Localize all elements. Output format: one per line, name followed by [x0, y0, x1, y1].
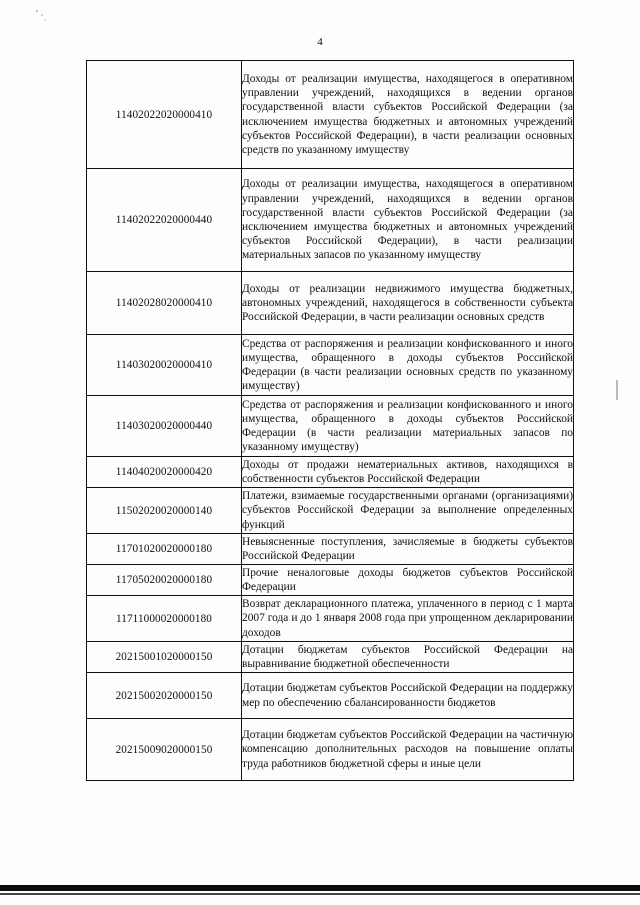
- scan-speck-marks: [34, 8, 48, 22]
- revenue-description-cell: Платежи, взимаемые государственными органами (организациями) субъектов Российской Федерации за выполнение определенных функций: [242, 488, 574, 534]
- table-row: [87, 61, 574, 169]
- revenue-code-cell: 11402022020000410: [87, 61, 242, 169]
- revenue-description-cell: Прочие неналоговые доходы бюджетов субъектов Российской Федерации: [242, 565, 574, 596]
- revenue-code-cell: 11402022020000440: [87, 169, 242, 272]
- revenue-description-cell: Дотации бюджетам субъектов Российской Федерации на поддержку мер по обеспечению сбалансированности бюджетов: [242, 673, 574, 719]
- table-row: [87, 534, 574, 565]
- revenue-description-cell: Дотации бюджетам субъектов Российской Федерации на частичную компенсацию дополнительных расходов на повышение оплаты труда работников бюджетной сферы и иные цели: [242, 719, 574, 781]
- revenue-description-cell: Средства от распоряжения и реализации конфискованного и иного имущества, обращенного в доходы субъектов Российской Федерации (в части реализации материальных запасов по указанному имуществу): [242, 396, 574, 457]
- table-row: [87, 169, 574, 272]
- table-row: [87, 396, 574, 457]
- revenue-code-cell: 11705020020000180: [87, 565, 242, 596]
- revenue-code-cell: 11701020020000180: [87, 534, 242, 565]
- revenue-description-cell: Дотации бюджетам субъектов Российской Федерации на выравнивание бюджетной обеспеченности: [242, 642, 574, 673]
- revenue-code-cell: 11403020020000440: [87, 396, 242, 457]
- revenue-description-cell: Возврат декларационного платежа, уплаченного в период с 1 марта 2007 года и до 1 января 2008 года при упрощенном декларировании доходов: [242, 596, 574, 642]
- revenue-code-cell: 11711000020000180: [87, 596, 242, 642]
- revenue-code-cell: 11402028020000410: [87, 272, 242, 335]
- revenue-description-cell: Средства от распоряжения и реализации конфискованного и иного имущества, обращенного в доходы субъектов Российской Федерации (в части реализации основных средств по указанному имуществу): [242, 335, 574, 396]
- revenue-code-cell: 11403020020000410: [87, 335, 242, 396]
- budget-codes-table: [86, 60, 574, 781]
- table-row: [87, 642, 574, 673]
- table-row: [87, 719, 574, 781]
- revenue-code-cell: 20215001020000150: [87, 642, 242, 673]
- page-number: 4: [317, 36, 323, 48]
- revenue-code-cell: 20215002020000150: [87, 673, 242, 719]
- revenue-description-cell: Доходы от продажи нематериальных активов, находящихся в собственности субъектов Российской Федерации: [242, 457, 574, 488]
- revenue-description-cell: Доходы от реализации имущества, находящегося в оперативном управлении учреждений, находящихся в ведении органов государственной власти субъектов Российской Федерации (за исключением имущества бюджетных и автономных учреждений субъектов Российской Федерации), в части реализации материальных запасов по указанному имуществу: [242, 169, 574, 272]
- table-row: [87, 596, 574, 642]
- revenue-code-cell: 11404020020000420: [87, 457, 242, 488]
- table-row: [87, 457, 574, 488]
- revenue-code-cell: 11502020020000140: [87, 488, 242, 534]
- table-row: [87, 673, 574, 719]
- scan-edge-mark: [616, 380, 618, 400]
- revenue-description-cell: Невыясненные поступления, зачисляемые в бюджеты субъектов Российской Федерации: [242, 534, 574, 565]
- revenue-description-cell: Доходы от реализации недвижимого имущества бюджетных, автономных учреждений, находящегося в собственности субъекта Российской Федерации, в части реализации основных средств: [242, 272, 574, 335]
- table-row: [87, 488, 574, 534]
- scan-bottom-border-thin: [0, 893, 640, 895]
- table-row: [87, 565, 574, 596]
- revenue-code-cell: 20215009020000150: [87, 719, 242, 781]
- table-row: [87, 272, 574, 335]
- table-row: [87, 335, 574, 396]
- revenue-description-cell: Доходы от реализации имущества, находящегося в оперативном управлении учреждений, находящихся в ведении органов государственной власти субъектов Российской Федерации (за исключением имущества бюджетных и автономных учреждений субъектов Российской Федерации), в части реализации основных средств по указанному имуществу: [242, 61, 574, 169]
- scan-bottom-border: [0, 885, 640, 891]
